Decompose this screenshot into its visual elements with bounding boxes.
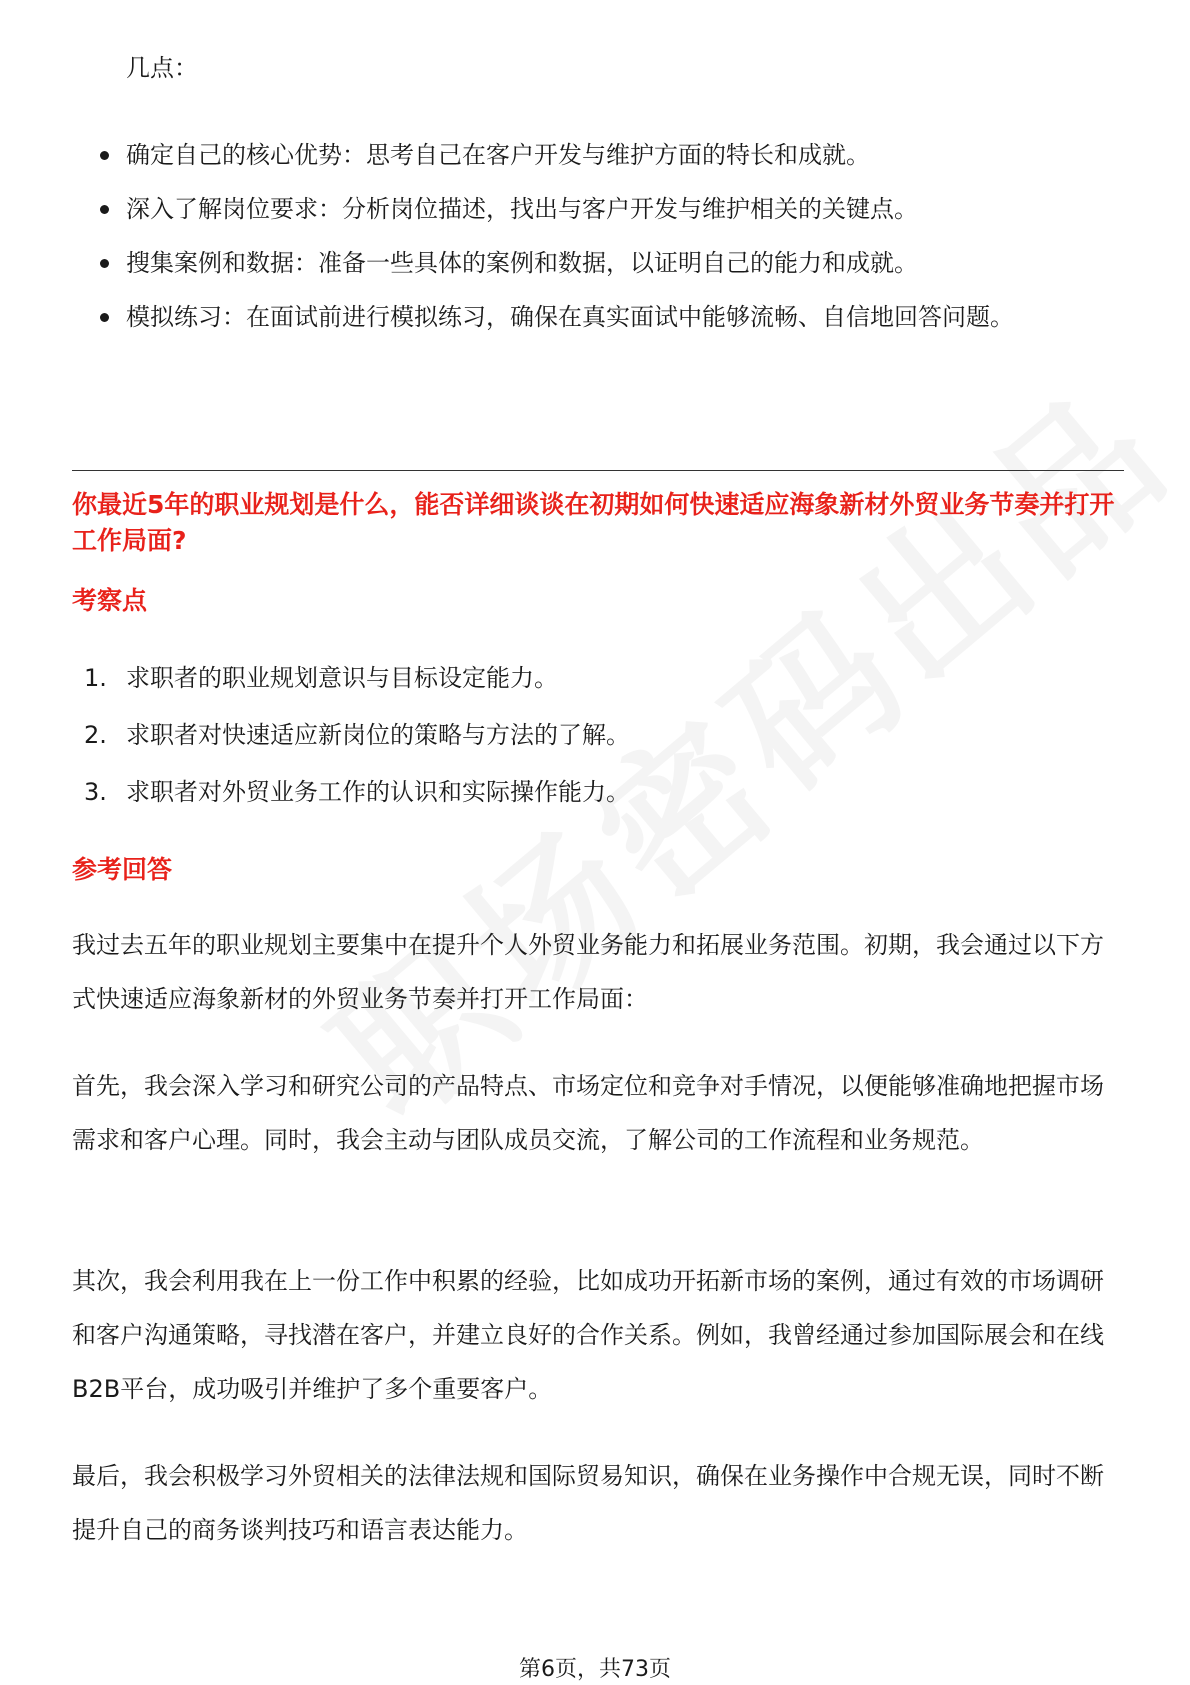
list-item	[84, 764, 1114, 821]
list-item: 深入了解岗位要求：分析岗位描述，找出与客户开发与维护相关的关键点。	[96, 182, 1126, 236]
list-number: 2.	[84, 721, 107, 749]
answer-paragraph: 其次，我会利用我在上一份工作中积累的经验，比如成功开拓新市场的案例，通过有效的市场调研和客户沟通策略，寻找潜在客户，并建立良好的合作关系。例如，我曾经通过参加国际展会和在线B2B平台，成功吸引并维护了多个重要客户。	[72, 1267, 1104, 1403]
list-item: 模拟练习：在面试前进行模拟练习，确保在真实面试中能够流畅、自信地回答问题。	[96, 290, 1126, 344]
intro-text: 几点：	[126, 54, 198, 82]
list-item: 确定自己的核心优势：思考自己在客户开发与维护方面的特长和成就。	[96, 128, 1126, 182]
list-item-text: 求职者的职业规划意识与目标设定能力。	[126, 664, 558, 692]
list-item-text: 求职者对快速适应新岗位的策略与方法的了解。	[126, 721, 630, 749]
assessment-points-heading: 考察点	[72, 586, 148, 615]
page-number: 第6页，共73页	[519, 1657, 671, 1682]
list-item	[84, 707, 1114, 764]
assessment-points-list	[84, 650, 1114, 821]
list-item-text: 求职者对外贸业务工作的认识和实际操作能力。	[126, 778, 630, 806]
list-number: 3.	[84, 778, 107, 806]
reference-answer-heading: 参考回答	[72, 855, 173, 884]
section-divider	[72, 470, 1124, 471]
list-item	[84, 650, 1114, 707]
answer-paragraph: 最后，我会积极学习外贸相关的法律法规和国际贸易知识，确保在业务操作中合规无误，同时不断提升自己的商务谈判技巧和语言表达能力。	[72, 1462, 1104, 1544]
answer-paragraph: 首先，我会深入学习和研究公司的产品特点、市场定位和竞争对手情况，以便能够准确地把握市场需求和客户心理。同时，我会主动与团队成员交流，了解公司的工作流程和业务规范。	[72, 1072, 1104, 1154]
list-number: 1.	[84, 664, 107, 692]
tips-list	[96, 128, 1126, 344]
list-item: 搜集案例和数据：准备一些具体的案例和数据，以证明自己的能力和成就。	[96, 236, 1126, 290]
answer-paragraph: 我过去五年的职业规划主要集中在提升个人外贸业务能力和拓展业务范围。初期，我会通过以下方式快速适应海象新材的外贸业务节奏并打开工作局面：	[72, 931, 1104, 1013]
question-title: 你最近5年的职业规划是什么，能否详细谈谈在初期如何快速适应海象新材外贸业务节奏并打开工作局面?	[72, 490, 1115, 555]
